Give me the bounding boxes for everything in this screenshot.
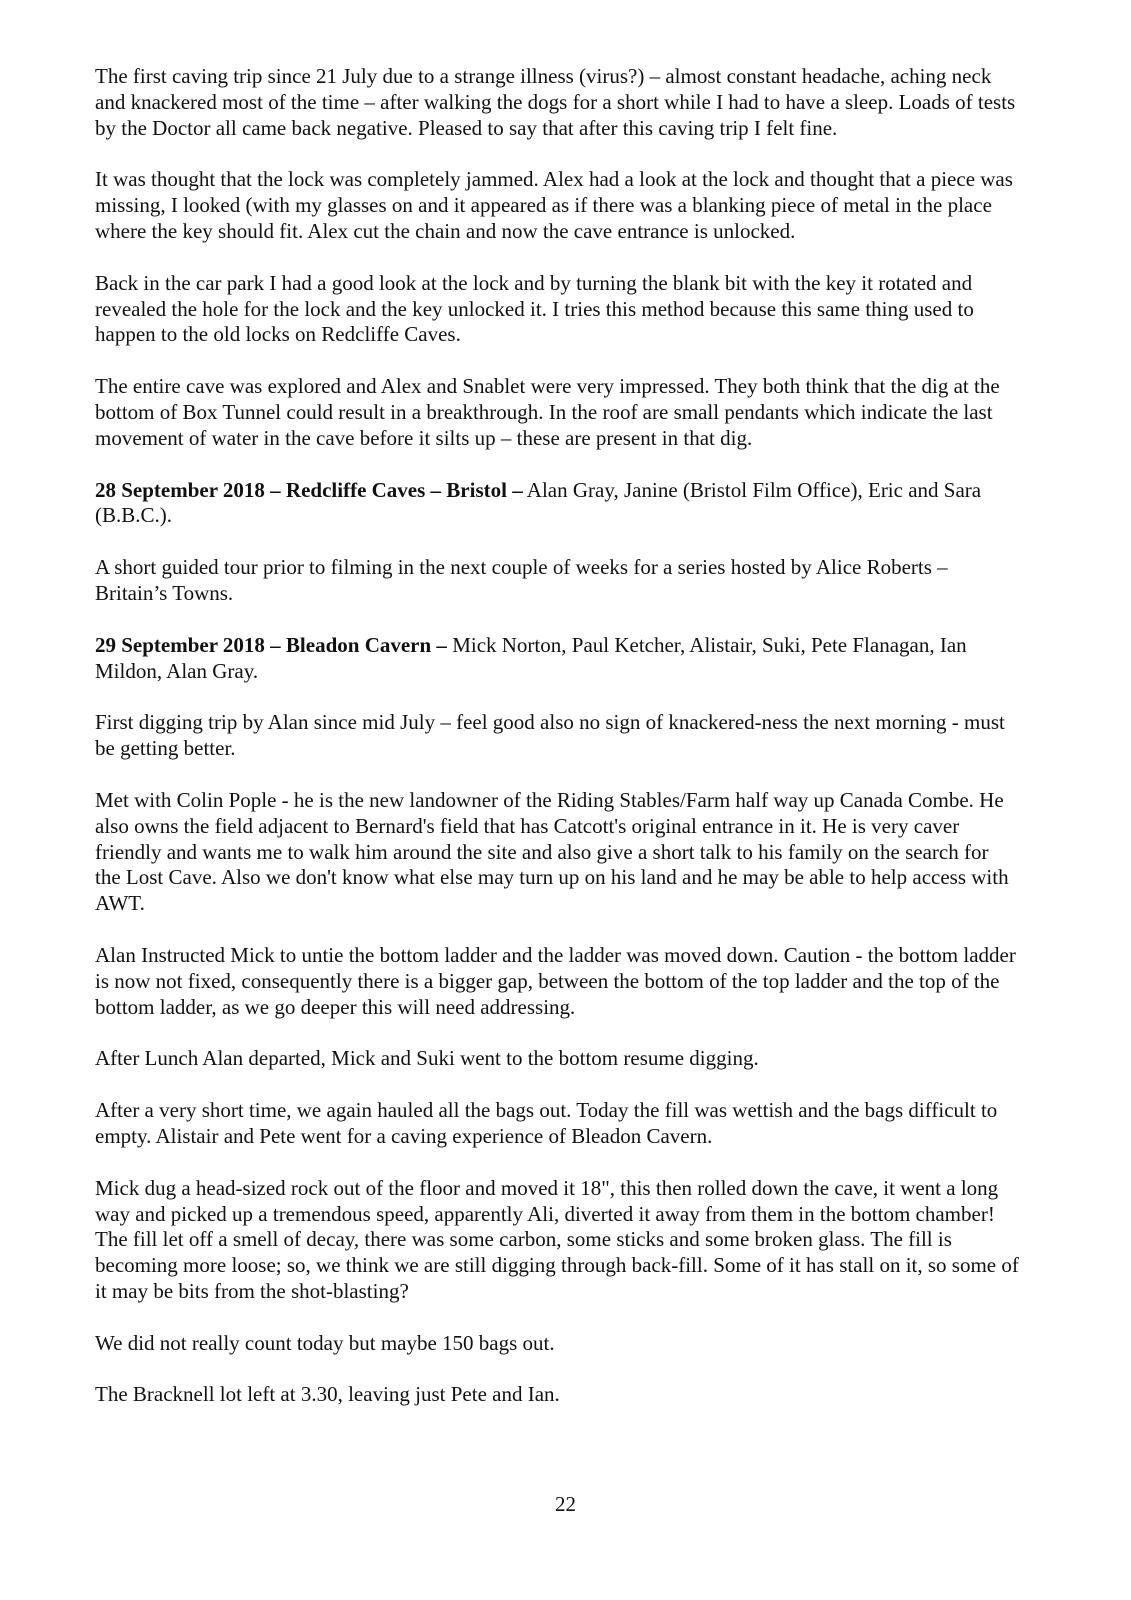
paragraph-illness-note	[95, 64, 1019, 141]
entry-attendees: Mick Norton, Paul Ketcher, Alistair, Suki, Pete Flanagan, Ian Mildon, Alan Gray.	[95, 632, 967, 683]
paragraph-text: Met with Colin Pople - he is the new landowner of the Riding Stables/Farm half way up Canada Combe. He also owns the field adjacent to Bernard's field that has Catcott's original entrance in it. He is very caver friendly and wants me to walk him around the site and also give a short talk to his family on the search for the Lost Cave. Also we don't know what else may turn up on his land and he may be able to help access with AWT.	[95, 787, 1009, 916]
paragraph-text: A short guided tour prior to filming in the next couple of weeks for a series hosted by Alice Roberts – Britain’s Towns.	[95, 555, 948, 605]
paragraph-text: Alan Instructed Mick to untie the bottom ladder and the ladder was moved down. Caution - the bottom ladder is now not fixed, consequently there is a bigger gap, between the bottom of the top ladder and the top of the bottom ladder, as we go deeper this will need addressing.	[95, 942, 1016, 1019]
paragraph-bag-count	[95, 1331, 1019, 1357]
paragraph-cave-explored	[95, 374, 1019, 451]
paragraph-ladder	[95, 943, 1019, 1020]
paragraph-text: The first caving trip since 21 July due to a strange illness (virus?) – almost constant headache, aching neck and knackered most of the time – after walking the dogs for a short while I had to have a sleep. Loads of tests by the Doctor all came back negative. Pleased to say that after this caving trip I felt fine.	[95, 64, 1016, 140]
paragraph-car-park-lock	[95, 271, 1019, 348]
page-number: 22	[555, 1492, 576, 1516]
paragraph-text: Mick dug a head-sized rock out of the floor and moved it 18", this then rolled down the cave, it went a long way and picked up a tremendous speed, apparently Ali, diverted it away from them in the bottom chamber! The fill let off a smell of decay, there was some carbon, some sticks and some broken glass. The fill is becoming more loose; so, we think we are still digging through back-fill. Some of it has stall on it, so some of it may be bits from the shot-blasting?	[95, 1175, 1019, 1303]
paragraph-head-sized-rock	[95, 1176, 1019, 1305]
entry-redcliffe-caves	[95, 478, 1019, 530]
entry-heading: 28 September 2018 – Redcliffe Caves – Bristol –	[95, 477, 523, 502]
paragraph-lock-jammed	[95, 167, 1019, 244]
entry-attendees: Alan Gray, Janine (Bristol Film Office), Eric and Sara (B.B.C.).	[95, 477, 982, 528]
paragraph-text: The Bracknell lot left at 3.30, leaving just Pete and Ian.	[95, 1382, 560, 1407]
paragraph-after-lunch	[95, 1046, 1019, 1072]
paragraph-text: We did not really count today but maybe 150 bags out.	[95, 1330, 555, 1355]
paragraph-text: After a very short time, we again hauled all the bags out. Today the fill was wettish and the bags difficult to empty. Alistair and Pete went for a caving experience of Bleadon Cavern.	[95, 1098, 998, 1148]
paragraph-text: After Lunch Alan departed, Mick and Suki went to the bottom resume digging.	[95, 1046, 759, 1071]
paragraph-first-digging-trip	[95, 710, 1019, 762]
paragraph-colin-pople	[95, 788, 1019, 917]
entry-bleadon-cavern	[95, 633, 1019, 685]
entry-heading: 29 September 2018 – Bleadon Cavern –	[95, 632, 447, 657]
paragraph-text: First digging trip by Alan since mid July – feel good also no sign of knackered-ness the next morning - must be getting better.	[95, 710, 1005, 761]
paragraph-text: It was thought that the lock was completely jammed. Alex had a look at the lock and thought that a piece was missing, I looked (with my glasses on and it appeared as if there was a blanking piece of metal in the place where the key should fit. Alex cut the chain and now the cave entrance is unlocked.	[95, 167, 1013, 243]
paragraph-bracknell-left	[95, 1382, 1019, 1408]
paragraph-guided-tour	[95, 555, 1019, 607]
paragraph-hauled-bags	[95, 1098, 1019, 1150]
paragraph-text: The entire cave was explored and Alex and Snablet were very impressed. They both think that the dig at the bottom of Box Tunnel could result in a breakthrough. In the roof are small pendants which indicate the last movement of water in the cave before it silts up – these are present in that dig.	[95, 374, 1000, 450]
paragraph-text: Back in the car park I had a good look at the lock and by turning the blank bit with the key it rotated and revealed the hole for the lock and the key unlocked it. I tries this method because this same thing used to happen to the old locks on Redcliffe Caves.	[95, 270, 974, 347]
